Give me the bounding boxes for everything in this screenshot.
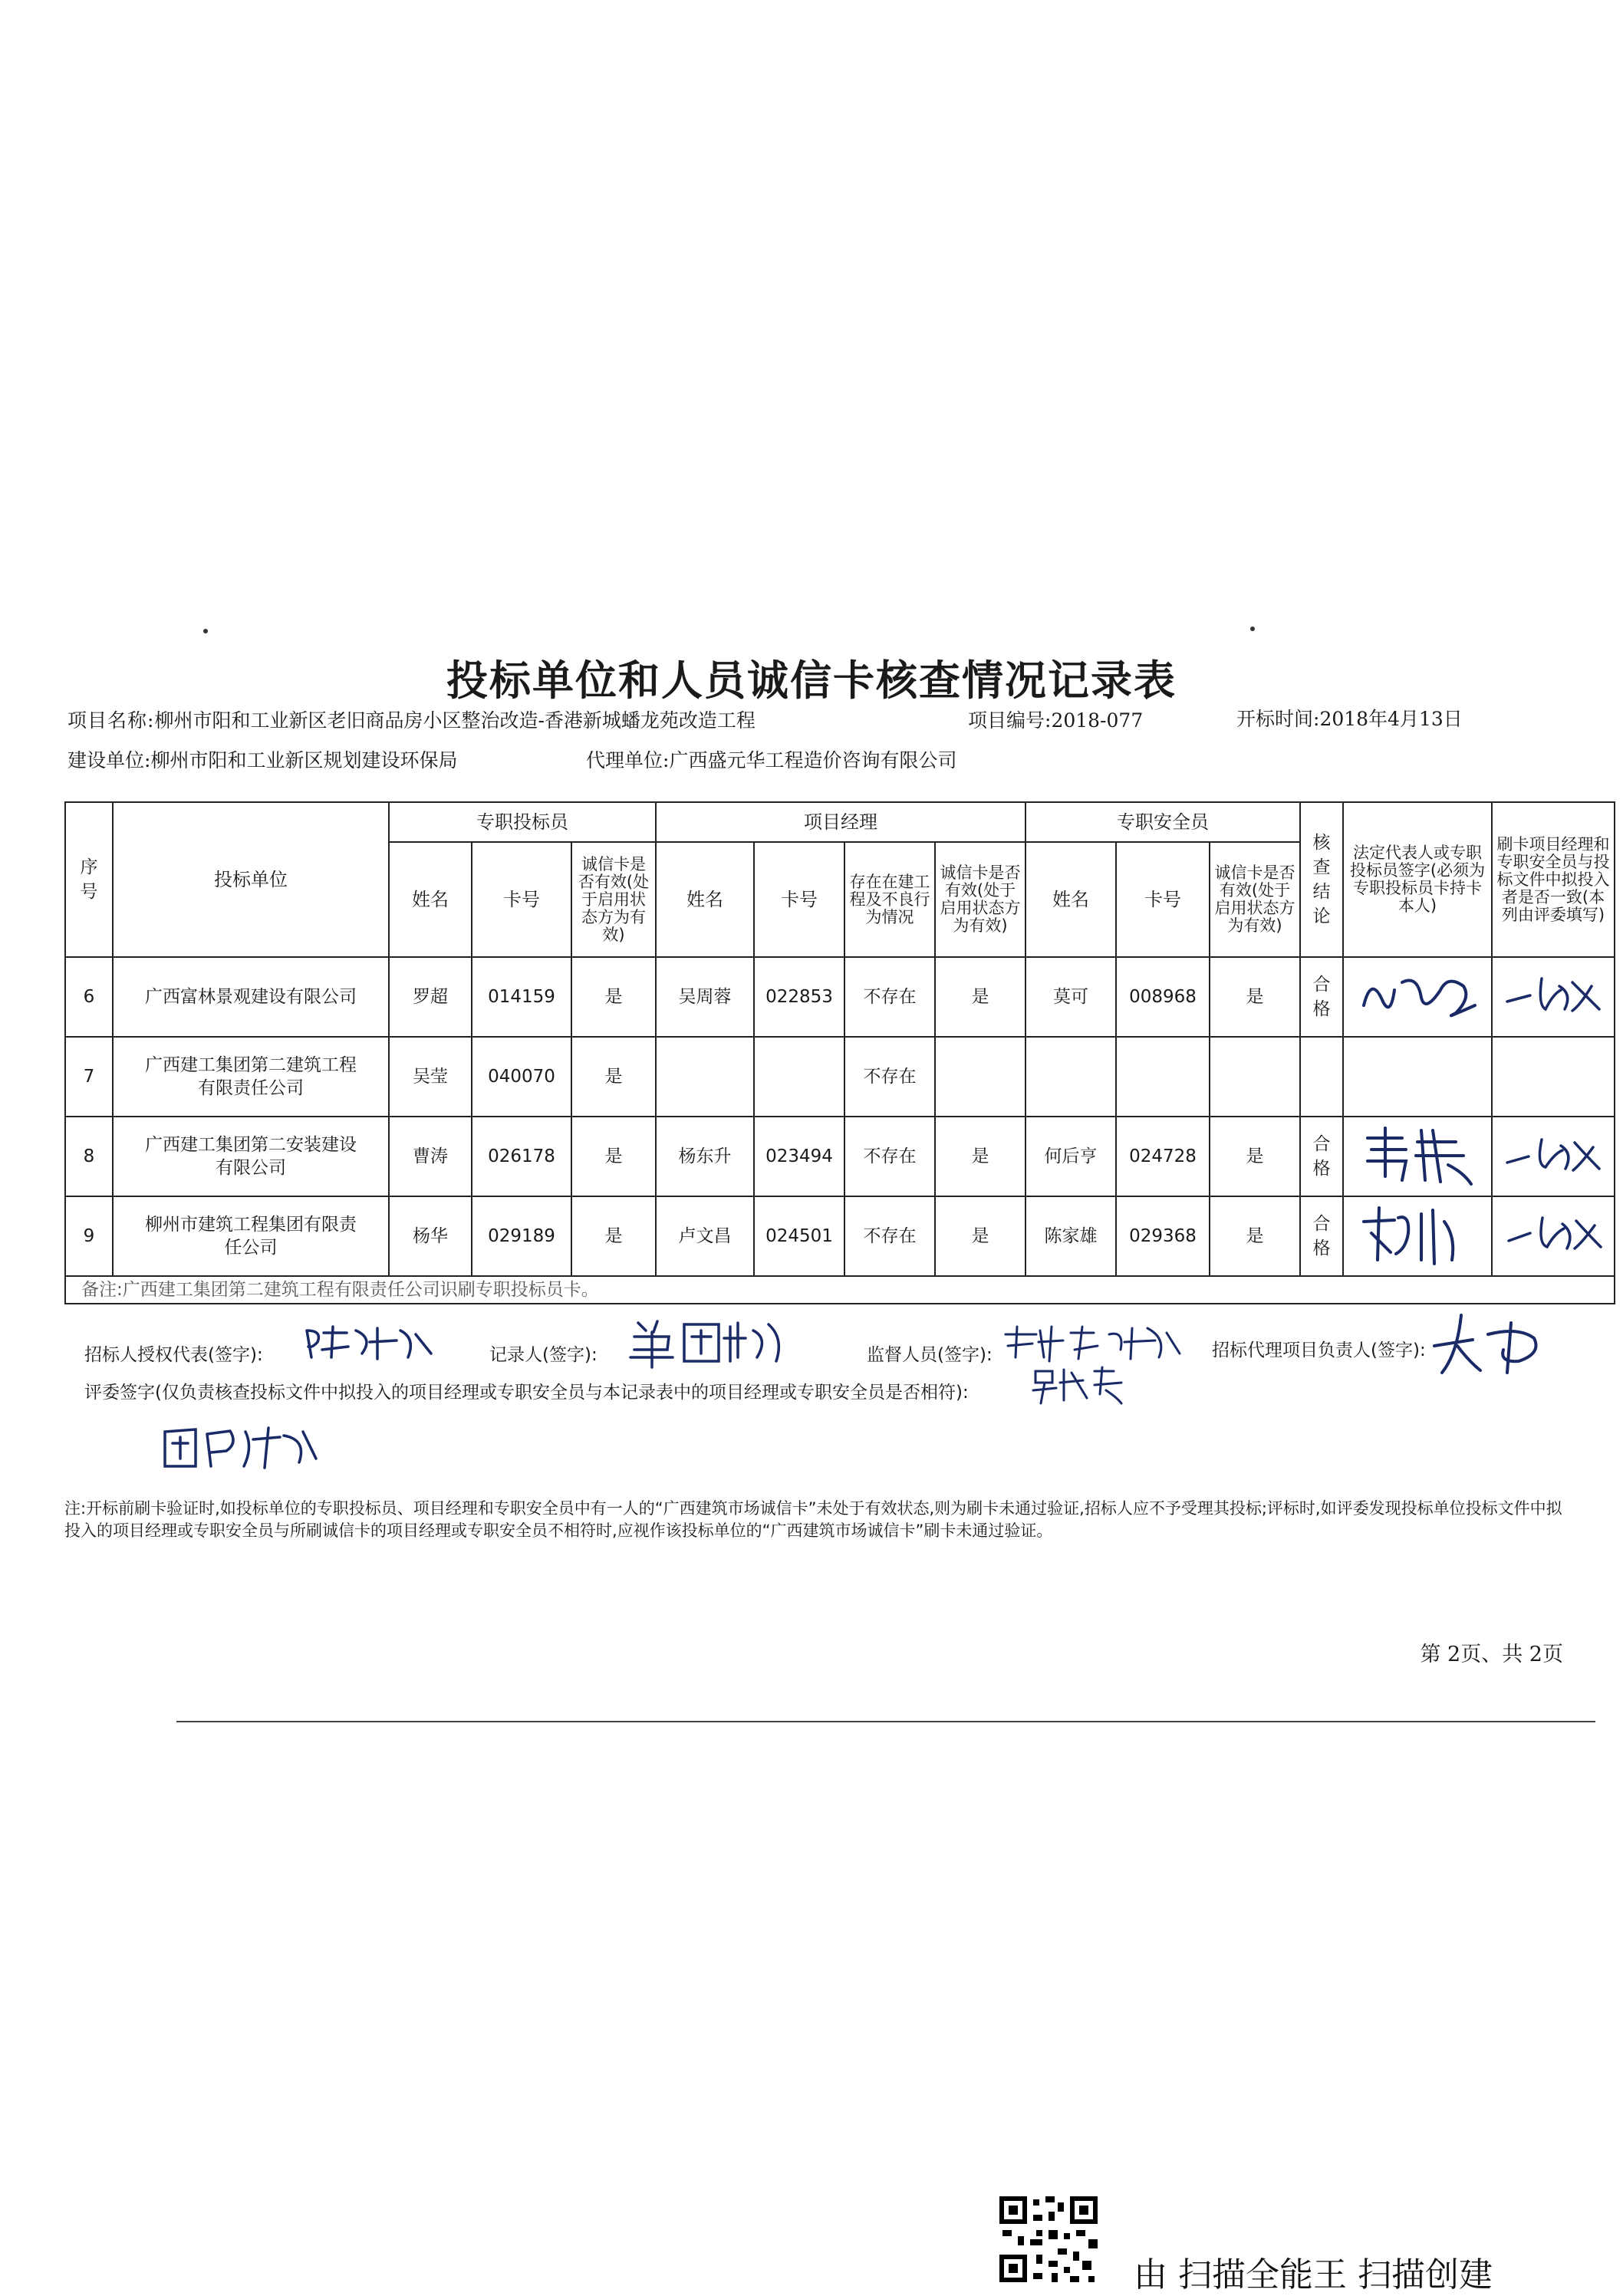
cell-pm-valid: 是: [935, 1117, 1025, 1196]
cell-legal-signature: [1343, 1117, 1492, 1196]
handwritten-signature: [153, 1420, 322, 1474]
cell-bid-card: 029189: [472, 1196, 571, 1276]
cell-pm-name: 吴周蓉: [656, 957, 754, 1037]
cell-pm-card: 022853: [754, 957, 844, 1037]
cell-safety-name: 何后亨: [1025, 1117, 1116, 1196]
header-group-safety: 专职安全员: [1025, 802, 1300, 842]
cell-bid-card: 026178: [472, 1117, 571, 1196]
header-consistency: 刷卡项目经理和专职安全员与投标文件中拟投入者是否一致(本列由评委填写): [1492, 802, 1615, 957]
owner-line: [67, 745, 457, 773]
header-legal-sign: 法定代表人或专职投标员签字(必须为专职投标员卡持卡本人): [1343, 802, 1492, 957]
reviewer-signature-1: [1029, 1363, 1129, 1409]
cell-consistency: [1492, 957, 1615, 1037]
cell-pm-bad: 不存在: [844, 1037, 935, 1117]
header-safety-name: 姓名: [1025, 842, 1116, 957]
owner: 柳州市阳和工业新区规划建设环保局: [150, 749, 458, 771]
header-bid-card: 卡号: [472, 842, 571, 957]
scan-dot: [1250, 627, 1255, 631]
cell-consistency: [1492, 1196, 1615, 1276]
cell-bid-name: 罗超: [389, 957, 472, 1037]
cell-conclusion: [1300, 1037, 1343, 1117]
handwritten-signature: [1348, 959, 1486, 1028]
supervisor-label: 监督人员(签字):: [867, 1345, 993, 1365]
cell-pm-card: 023494: [754, 1117, 844, 1196]
tenderer-rep-signature: [301, 1319, 439, 1368]
qr-code-icon: [996, 2193, 1101, 2285]
header-safety-card: 卡号: [1116, 842, 1210, 957]
supervisor-signature: [1002, 1319, 1186, 1368]
cell-bid-valid: 是: [571, 1117, 656, 1196]
note-row: [65, 1276, 1615, 1304]
cell-bid-name: 吴莹: [389, 1037, 472, 1117]
scan-dot: [203, 629, 208, 633]
footnote: 注:开标前刷卡验证时,如投标单位的专职投标员、项目经理和专职安全员中有一人的“广西建筑市场诚信卡”未处于有效状态,则为刷卡未通过验证,招标人应不予受理其投标;评标时,如评委发现投标单位投标文件中拟投入的项目经理或专职安全员与所刷诚信卡的项目经理或专职安全员不相符时,应视作该投标单位的“广西建筑市场诚信卡”刷卡未通过验证。: [64, 1499, 1562, 1540]
handwritten-consistency: [1500, 1130, 1607, 1176]
scanner-watermark: 由 扫描全能王 扫描创建: [1134, 2255, 1493, 2294]
cell-bidder: 广西富林景观建设有限公司: [113, 957, 389, 1037]
cell-legal-signature: [1343, 1196, 1492, 1276]
cell-pm-card: 024501: [754, 1196, 844, 1276]
project-no-label: 项目编号:: [968, 709, 1052, 732]
cell-bidder: 柳州市建筑工程集团有限责任公司: [113, 1196, 389, 1276]
agent-line: [586, 745, 956, 773]
project-name-label: 项目名称:: [67, 709, 155, 732]
cell-safety-name: 陈家雄: [1025, 1196, 1116, 1276]
cell-pm-card: [754, 1037, 844, 1117]
cell-safety-name: 莫可: [1025, 957, 1116, 1037]
open-time: 2018年4月13日: [1319, 708, 1463, 730]
agent-head-signature: [1427, 1308, 1549, 1383]
cell-bid-valid: 是: [571, 1196, 656, 1276]
page-number: 第 2页、共 2页: [1420, 1643, 1563, 1666]
cell-safety-card: 029368: [1116, 1196, 1210, 1276]
cell-pm-bad: 不存在: [844, 1196, 935, 1276]
cell-bid-valid: 是: [571, 957, 656, 1037]
project-no: 2018-077: [1051, 709, 1144, 732]
project-no-line: [968, 706, 1143, 733]
table-row: [65, 1037, 1615, 1117]
handwritten-signature: [1029, 1363, 1129, 1406]
cell-safety-valid: 是: [1210, 957, 1300, 1037]
reviewer-label: 评委签字(仅负责核查投标文件中拟投入的项目经理或专职安全员与本记录表中的项目经理或专职安全员是否相符):: [84, 1383, 969, 1403]
header-bid-valid: 诚信卡是否有效(处于启用状态方为有效): [571, 842, 656, 957]
cell-pm-valid: 是: [935, 957, 1025, 1037]
cell-safety-name: [1025, 1037, 1116, 1117]
handwritten-consistency: [1500, 971, 1607, 1017]
cell-pm-name: 卢文昌: [656, 1196, 754, 1276]
cell-seq: 9: [65, 1196, 113, 1276]
handwritten-signature: [1427, 1308, 1549, 1380]
header-group-bid-staff: 专职投标员: [389, 802, 656, 842]
table-row: [65, 1117, 1615, 1196]
handwritten-consistency: [1500, 1210, 1607, 1256]
agent-label: 代理单位:: [586, 749, 670, 771]
cell-bid-card: 040070: [472, 1037, 571, 1117]
cell-bid-card: 014159: [472, 957, 571, 1037]
cell-conclusion: 合格: [1300, 1196, 1343, 1276]
cell-seq: 7: [65, 1037, 113, 1117]
handwritten-signature: [1002, 1319, 1186, 1365]
recorder-signature: [623, 1315, 792, 1372]
cell-safety-card: [1116, 1037, 1210, 1117]
handwritten-signature: [301, 1319, 439, 1365]
document-title: 投标单位和人员诚信卡核查情况记录表: [446, 656, 1177, 705]
header-pm-name: 姓名: [656, 842, 754, 957]
header-safety-valid: 诚信卡是否有效(处于启用状态方为有效): [1210, 842, 1300, 957]
cell-pm-valid: 是: [935, 1196, 1025, 1276]
header-pm-card: 卡号: [754, 842, 844, 957]
cell-bidder: 广西建工集团第二建筑工程有限责任公司: [113, 1037, 389, 1117]
header-bidder: 投标单位: [113, 802, 389, 957]
cell-safety-card: 024728: [1116, 1117, 1210, 1196]
cell-bid-name: 曹涛: [389, 1117, 472, 1196]
cell-pm-bad: 不存在: [844, 1117, 935, 1196]
cell-safety-valid: 是: [1210, 1117, 1300, 1196]
cell-conclusion: 合格: [1300, 1117, 1343, 1196]
cell-legal-signature: [1343, 957, 1492, 1037]
cell-pm-valid: [935, 1037, 1025, 1117]
agent-head-label: 招标代理项目负责人(签字):: [1212, 1340, 1426, 1360]
cell-conclusion: 合格: [1300, 957, 1343, 1037]
header-seq: 序号: [65, 802, 113, 957]
header-pm-bad: 存在在建工程及不良行为情况: [844, 842, 935, 957]
handwritten-signature: [1348, 1119, 1486, 1188]
cell-legal-signature: [1343, 1037, 1492, 1117]
cell-pm-bad: 不存在: [844, 957, 935, 1037]
tenderer-rep-label: 招标人授权代表(签字):: [84, 1345, 263, 1365]
open-time-label: 开标时间:: [1236, 708, 1320, 730]
cell-seq: 8: [65, 1117, 113, 1196]
project-name-line: [67, 706, 756, 733]
header-bid-name: 姓名: [389, 842, 472, 957]
cell-pm-name: [656, 1037, 754, 1117]
handwritten-signature: [1348, 1199, 1486, 1268]
table-note: 备注:广西建工集团第二建筑工程有限责任公司识刷专职投标员卡。: [65, 1276, 1615, 1304]
cell-bid-valid: 是: [571, 1037, 656, 1117]
owner-label: 建设单位:: [67, 749, 151, 771]
project-name: 柳州市阳和工业新区老旧商品房小区整治改造-香港新城蟠龙苑改造工程: [154, 709, 756, 732]
header-pm-valid: 诚信卡是否有效(处于启用状态方为有效): [935, 842, 1025, 957]
record-table: [64, 801, 1615, 1304]
page-rule: [176, 1721, 1595, 1722]
cell-safety-card: 008968: [1116, 957, 1210, 1037]
cell-safety-valid: [1210, 1037, 1300, 1117]
header-group-pm: 项目经理: [656, 802, 1025, 842]
cell-bid-name: 杨华: [389, 1196, 472, 1276]
table-row: [65, 1196, 1615, 1276]
open-time-line: [1236, 704, 1463, 732]
cell-seq: 6: [65, 957, 113, 1037]
table-row: [65, 957, 1615, 1037]
recorder-label: 记录人(签字):: [489, 1345, 598, 1365]
cell-bidder: 广西建工集团第二安装建设有限公司: [113, 1117, 389, 1196]
cell-consistency: [1492, 1117, 1615, 1196]
handwritten-signature: [623, 1315, 792, 1369]
cell-safety-valid: 是: [1210, 1196, 1300, 1276]
agent: 广西盛元华工程造价咨询有限公司: [669, 749, 957, 771]
cell-pm-name: 杨东升: [656, 1117, 754, 1196]
cell-consistency: [1492, 1037, 1615, 1117]
reviewer-signature-2: [153, 1420, 322, 1477]
header-conclusion: 核查结论: [1300, 802, 1343, 957]
